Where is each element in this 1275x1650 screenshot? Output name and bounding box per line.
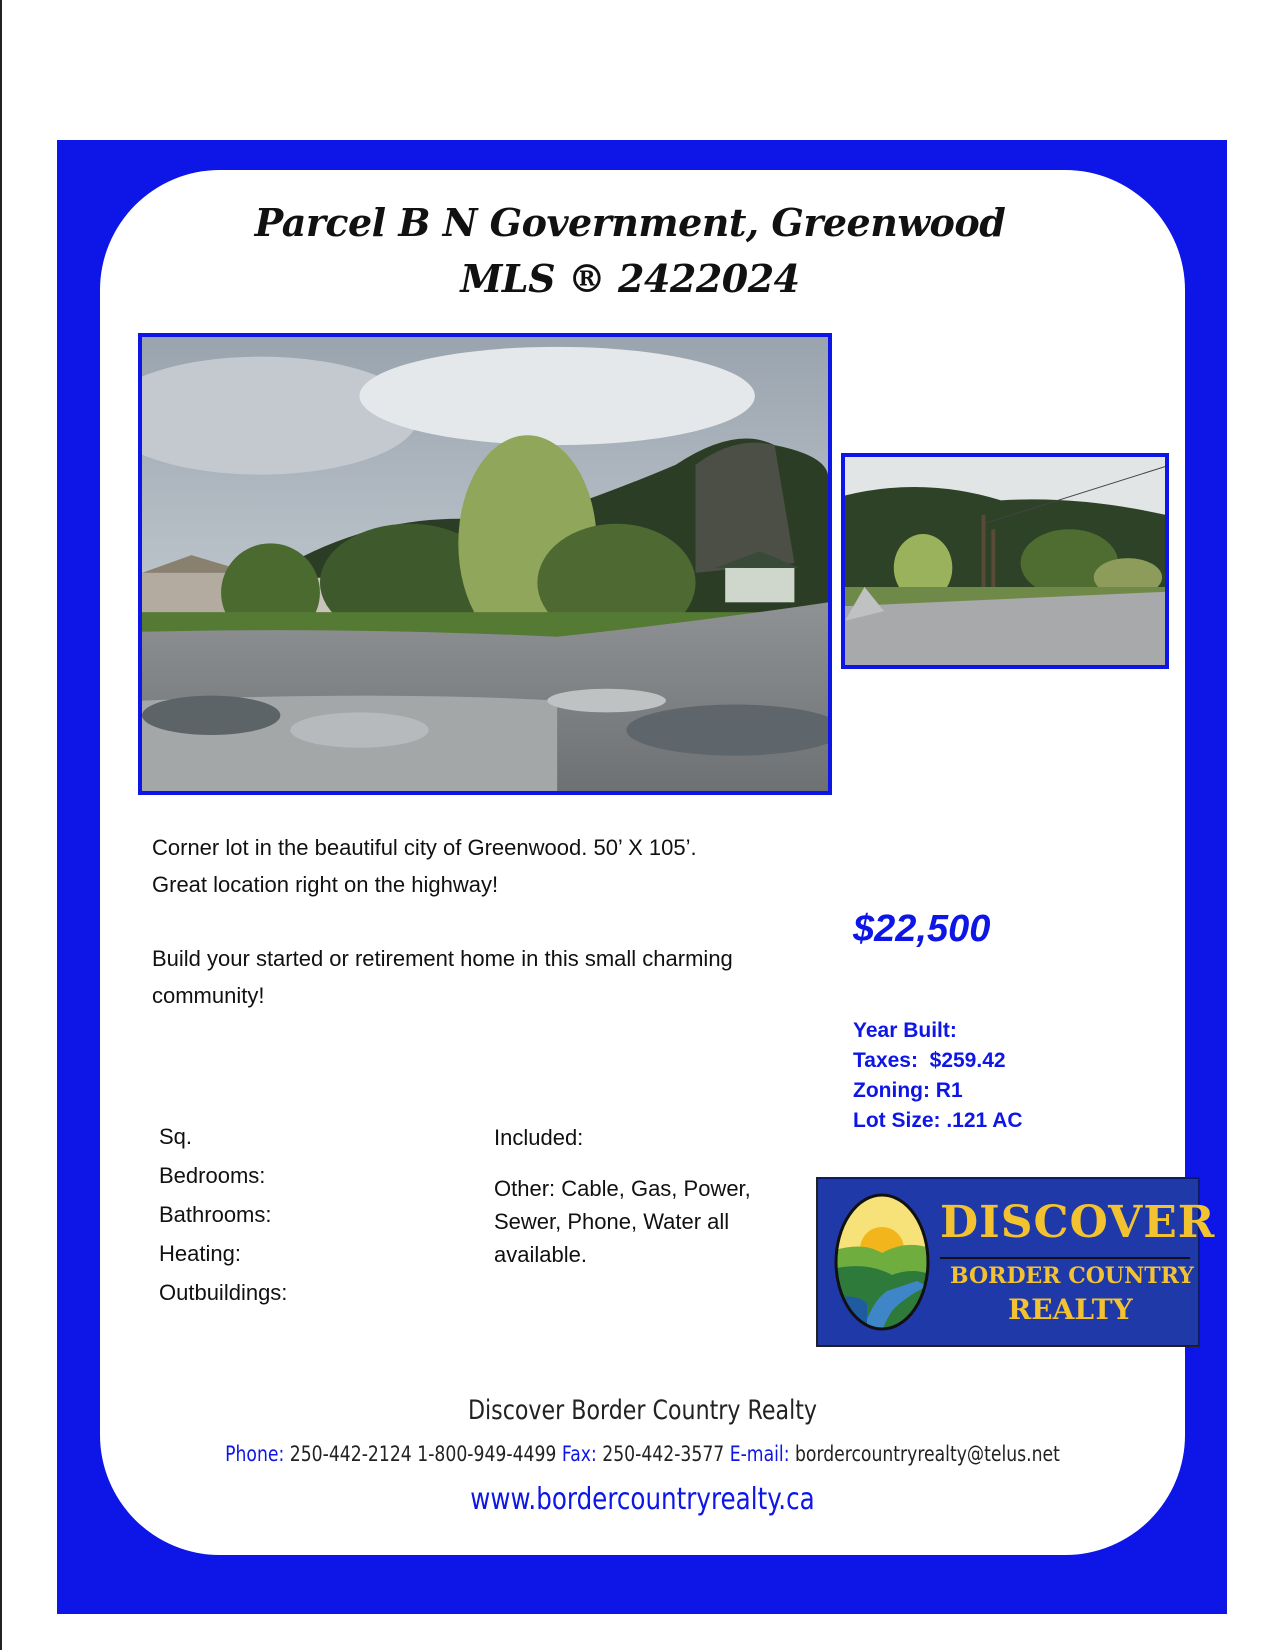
footer-contact-line: [198, 1442, 1088, 1466]
listing-title: Parcel B N Government, Greenwood: [254, 200, 1006, 245]
property-specs: [159, 1117, 287, 1312]
year-built: Year Built:: [853, 1019, 957, 1042]
spec-bedrooms: Bedrooms:: [159, 1163, 266, 1188]
fax-number: 250-442-3577: [602, 1442, 725, 1466]
description-line-1: Corner lot in the beautiful city of Greenwood. 50’ X 105’.: [152, 835, 697, 860]
included-other-line-1: Other: Cable, Gas, Power,: [494, 1176, 751, 1201]
taxes: Taxes: $259.42: [853, 1049, 1006, 1072]
zoning: Zoning: R1: [853, 1079, 963, 1102]
spec-bathrooms: Bathrooms:: [159, 1202, 272, 1227]
included-other-line-3: available.: [494, 1242, 587, 1267]
mls-number: MLS ® 2422024: [460, 256, 800, 301]
included-label: Included:: [494, 1125, 584, 1150]
logo-border-country-text: BORDER COUNTRY: [950, 1263, 1194, 1289]
logo-divider: [940, 1257, 1190, 1259]
main-property-photo: [138, 333, 832, 795]
email-label: E-mail:: [729, 1442, 790, 1466]
phone-numbers[interactable]: 250-442-2124 1-800-949-4499: [289, 1442, 557, 1466]
fax-label: Fax:: [561, 1442, 597, 1466]
description-line-2: Great location right on the highway!: [152, 872, 499, 897]
page-edge: [0, 0, 2, 1650]
logo-discover-text: DISCOVER: [940, 1197, 1216, 1248]
company-logo: [817, 1178, 1216, 1346]
spec-outbuildings: Outbuildings:: [159, 1280, 288, 1305]
description-line-3: Build your started or retirement home in this small charming: [152, 946, 733, 971]
phone-label: Phone:: [225, 1442, 285, 1466]
lot-size: Lot Size: .121 AC: [853, 1109, 1023, 1132]
logo-realty-text: REALTY: [1008, 1293, 1133, 1326]
email-address[interactable]: bordercountryrealty@telus.net: [794, 1442, 1060, 1466]
secondary-property-photo: [841, 453, 1169, 669]
landscape-emblem-icon: [832, 1191, 932, 1333]
website-link[interactable]: www.bordercountryrealty.ca: [470, 1482, 815, 1517]
listing-price: $22,500: [853, 908, 991, 950]
property-facts: [853, 1016, 1023, 1136]
spec-sq: Sq.: [159, 1124, 193, 1149]
spec-heating: Heating:: [159, 1241, 241, 1266]
footer-company-name: Discover Border Country Realty: [467, 1395, 818, 1426]
included-other-line-2: Sewer, Phone, Water all: [494, 1209, 730, 1234]
description-line-4: community!: [152, 983, 265, 1008]
